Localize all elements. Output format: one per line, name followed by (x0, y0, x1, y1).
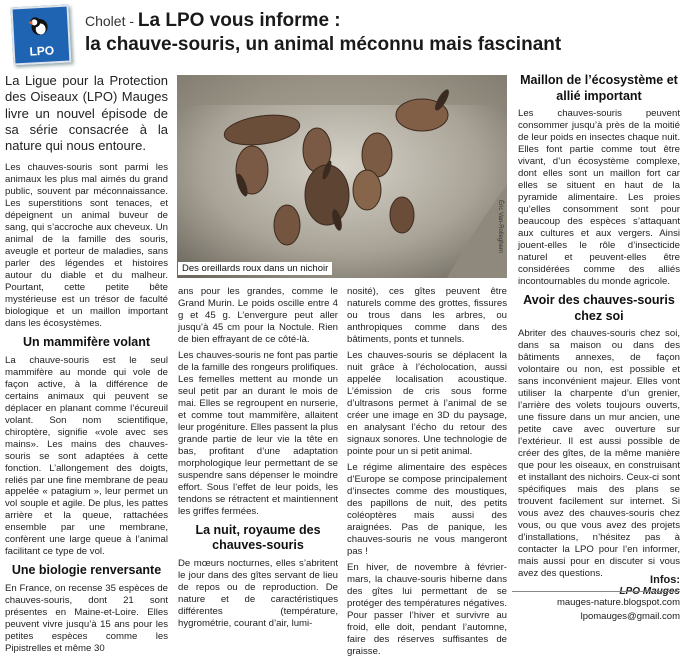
paragraph: Les chauves-souris ne font pas partie de la famille des rongeurs prolifiques. Les femelles mettent au monde un seul petit par an durant le mois de mai. Elles se regroupent en nurserie, et comme tout mammifère, allaitent leur progéniture. Elles passent la plus grande partie de leur vie la tête en bas, profitant d’une adaptation morphologique leur permettant de se suspendre sans dépenser le moindre effort. Sous l’effet de leur poids, les tendons se rétractent et maintiennent les griffes fermées. (178, 349, 338, 517)
subheading: Un mammifère volant (22, 335, 151, 350)
photo-credit: Éric Van-Rolleghem (497, 200, 503, 253)
column-2 (178, 286, 338, 634)
paragraph: Abriter des chauves-souris chez soi, dans sa maison ou dans des bâtiments annexes, de façon volontaire ou non, est possible et sans inconvénient majeur. Elles vont utiliser la charpente d’un grenier, l’arrière des volets toujours ouverts, une fissure dans un mur ancien, une petite cave avec ouverture sur l’extérieur. Il est aussi possible de créer des gîtes, de la même manière que pour les oiseaux, en construisant et installant des nichoirs. Ceux-ci sont spécifiques mais des plans se trouvent facilement sur internet. Si vous avez des chauves-souris chez vous, ou que vous avez des projets d’installations, n’hésitez pas à contacter la LPO pour l’en informer, mais aussi pour en discuter si vous avez des questions. (518, 328, 680, 579)
kicker-place: Cholet - (85, 13, 138, 29)
paragraph: Les chauves-souris peuvent consommer jusqu’à près de la moitié de leur poids en insectes chaque nuit. Elles font partie comme tout être vivant, d’un écosystème complexe, dont elles sont un maillon fort car elles se situent en haut de la pyramide alimentaire. Les proies qu’elles consomment sont pour beaucoup des espèces s’attaquant aux cultures et aux vergers. Ainsi jouent-elles le rôle d’insecticide naturel et peuvent-elles être considérées comme des alliés incontournables du monde agricole. (518, 108, 680, 288)
paragraph: Les chauves-souris se déplacent la nuit grâce à l’écholocation, aussi appelée localisation acoustique. L’émission de cris sous forme d’ultrasons permet à l’animal de se créer une image en 3D du paysage, en analysant l’écho du retour des signaux sonores. Une technologie de pointe pour un si petit animal. (347, 349, 507, 457)
lpo-logo (11, 5, 72, 66)
paragraph: Les chauves-souris sont parmi les animaux les plus mal aimés du grand public, souvent par méconnaissance. Les superstitions sont tenaces, et dépeignent un animal buveur de sang, qui s’accroche aux cheveux. Un animal de la famille des souris, aveugle et porteur de maladies, sans parler des légendes et histoires autour du diable et du malheur. Pourtant, cette petite bête mystérieuse est un trésor de faculté biologique et un maillon important dans les écosystèmes. (5, 162, 168, 330)
column-4 (518, 68, 680, 598)
paragraph: Le régime alimentaire des espèces d’Europe se compose principalement d’insectes comme des moustiques, des papillons de nuit, des petits coléoptères mais aussi des araignées. Pas de panique, les chauves-souris ne vous mangeront pas ! (347, 461, 507, 557)
subheading: Maillon de l’écosystème et allié important (520, 73, 678, 103)
column-1 (5, 73, 168, 659)
kicker-title: La LPO vous informe : (137, 10, 341, 31)
paragraph: nosité), ces gîtes peuvent être naturels comme des grottes, fissures ou trous dans les arbres, ou anthropiques comme dans des bâtiments, ponts et tunnels. (347, 286, 507, 345)
divider (512, 591, 680, 592)
paragraph: De mœurs nocturnes, elles s’abritent le jour dans des gîtes servant de lieu de repos ou de reproduction. De nature et de caractéristiques différentes (température, hygrométrie, courant d’air, lumi- (178, 557, 338, 629)
infos-label: Infos: (650, 574, 680, 586)
paragraph: ans pour les grandes, comme le Grand Murin. Le poids oscille entre 4 g et 45 g. L’envergure peut aller jusqu’à 45 cm pour la Noctule. Rien de bien effrayant de ce côté-là. (178, 286, 338, 345)
paragraph: En hiver, de novembre à février-mars, la chauve-souris hiberne dans des gîtes lui permettant de se protéger des températures négatives. Pour passer l’hiver et survivre au froid, elle doit, pendant l’automne, faire des réserves suffisantes de graisse. (347, 561, 507, 657)
photo-credit-wrap (497, 200, 507, 275)
article-intro: La Ligue pour la Protection des Oiseaux (LPO) Mauges livre un nouvel épisode de sa série consacrée à la nature qui nous entoure. (5, 73, 168, 153)
bats-photo (177, 75, 507, 278)
signature: LPO Mauges (619, 585, 680, 597)
paragraph: En France, on recense 35 espèces de chauves-souris, dont 21 sont présentes en Maine-et-Loire. Elles peuvent vivre jusqu’à 15 ans pour les petites espèces comme les Pipistrelles et même 30 (5, 583, 168, 654)
email-link[interactable]: lpomauges@gmail.com (580, 610, 680, 622)
article-title: la chauve-souris, un animal méconnu mais fascinant (85, 34, 562, 55)
subheading: Avoir des chauves-souris chez soi (523, 293, 675, 323)
puffin-icon (26, 13, 53, 36)
paragraph: La chauve-souris est le seul mammifère au monde qui vole de façon active, à la différence de certains animaux qui peuvent se déplacer en planant comme l’écureuil volant. Son nom scientifique, chiroptère, signifie «vole avec ses mains». Les mains des chauves-souris se sont adaptées à cette fonction. L’allongement des doigts, reliés par une fine membrane de peau appelée « patagium », leur permet un vol souple et agile. De plus, les pattes arrière et la queue, rattachées ensemble par une membrane, confèrent une large queue à l’animal facilitant ce type de vol. (5, 354, 168, 558)
subheading: Une biologie renversante (11, 563, 162, 578)
subheading: La nuit, royaume des chauves-souris (195, 522, 321, 553)
photo-caption: Des oreillards roux dans un nichoir (178, 262, 332, 275)
headline-kicker (85, 10, 341, 32)
website-link[interactable]: mauges-nature.blogspot.com (556, 596, 680, 608)
infos-box (512, 573, 680, 623)
column-3 (347, 286, 507, 662)
logo-text: LPO (29, 43, 55, 59)
